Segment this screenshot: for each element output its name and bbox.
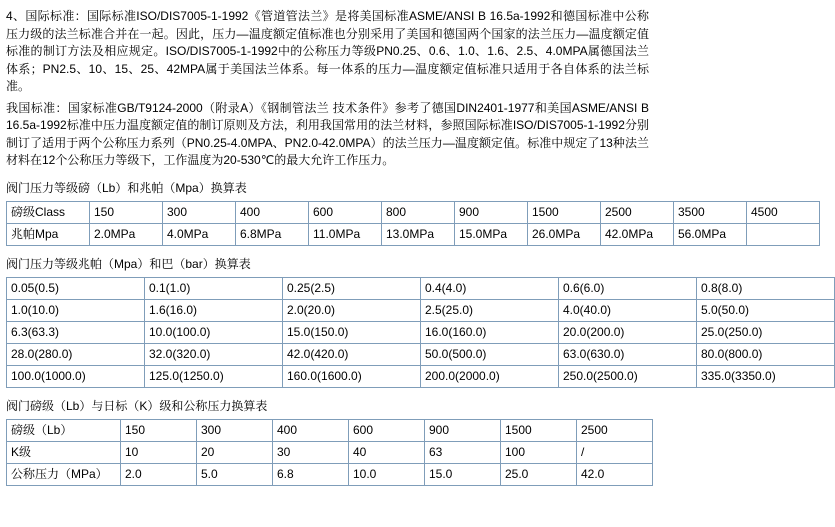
- table-cell: 150: [121, 419, 197, 441]
- table-cell: 0.4(4.0): [421, 277, 559, 299]
- table-cell: K级: [7, 441, 121, 463]
- table-cell: 25.0: [501, 463, 577, 485]
- table-cell: 0.1(1.0): [145, 277, 283, 299]
- table1-title: 阀门压力等级磅（Lb）和兆帕（Mpa）换算表: [6, 180, 247, 195]
- lb-k-nominal-pressure-table: [6, 419, 653, 486]
- table-row: [7, 441, 653, 463]
- table-cell: 50.0(500.0): [421, 343, 559, 365]
- table-cell: 900: [455, 201, 528, 223]
- table-cell: 26.0MPa: [528, 223, 601, 245]
- table-cell: 63.0(630.0): [559, 343, 697, 365]
- table-cell: 335.0(3350.0): [697, 365, 835, 387]
- table-cell: 4.0(40.0): [559, 299, 697, 321]
- table-cell: 磅级（Lb）: [7, 419, 121, 441]
- table-cell: 3500: [674, 201, 747, 223]
- table-row: [7, 463, 653, 485]
- table-cell: 2.5(25.0): [421, 299, 559, 321]
- table-cell: 800: [382, 201, 455, 223]
- table-cell: 900: [425, 419, 501, 441]
- table-cell: 56.0MPa: [674, 223, 747, 245]
- table-cell: 13.0MPa: [382, 223, 455, 245]
- table-cell: 20.0(200.0): [559, 321, 697, 343]
- table-cell: 6.8MPa: [236, 223, 309, 245]
- table-cell: 10: [121, 441, 197, 463]
- table-row: [7, 365, 835, 387]
- table-cell: 20: [197, 441, 273, 463]
- paragraph-china-standard: 我国标准：国家标准GB/T9124-2000（附录A）《钢制管法兰 技术条件》参考了德国DIN2401-1977和美国ASME/ANSI B 16.5a-1992标准中压力温度额定值的制订原则及方法，利用我国常用的法兰材料，参照国际标准ISO/DIS7005-1-1992分别制订了适用于两个公称压力系列（PN0.25-4.0MPA、PN2.0-42.0MPA）的法兰压力—温度额定值。标准中规定了13种法兰材料在12个公称压力等级下，工作温度为20-530℃的最大允许工作压力。: [6, 100, 649, 167]
- table-cell: 15.0(150.0): [283, 321, 421, 343]
- pressure-class-mpa-table: [6, 201, 820, 246]
- table-cell: 42.0(420.0): [283, 343, 421, 365]
- table-cell: 28.0(280.0): [7, 343, 145, 365]
- table-cell: 600: [349, 419, 425, 441]
- table-cell: 0.25(2.5): [283, 277, 421, 299]
- table-cell: 2500: [601, 201, 674, 223]
- table2-title: 阀门压力等级兆帕（Mpa）和巴（bar）换算表: [6, 256, 251, 271]
- table-cell: 32.0(320.0): [145, 343, 283, 365]
- table-cell: 磅级Class: [7, 201, 90, 223]
- mpa-bar-table: [6, 277, 835, 388]
- table-cell: 2.0: [121, 463, 197, 485]
- table-cell: 0.05(0.5): [7, 277, 145, 299]
- table-cell: 40: [349, 441, 425, 463]
- table-cell: 300: [197, 419, 273, 441]
- table-cell: 80.0(800.0): [697, 343, 835, 365]
- table-cell: 0.6(6.0): [559, 277, 697, 299]
- table-cell: 11.0MPa: [309, 223, 382, 245]
- table-cell: 6.8: [273, 463, 349, 485]
- table-cell: 公称压力（MPa）: [7, 463, 121, 485]
- table-cell: 42.0MPa: [601, 223, 674, 245]
- table-row: [7, 419, 653, 441]
- table-cell: 10.0(100.0): [145, 321, 283, 343]
- table-cell: 30: [273, 441, 349, 463]
- table-cell: 5.0(50.0): [697, 299, 835, 321]
- table-row: [7, 201, 820, 223]
- table-row: [7, 321, 835, 343]
- table-cell: 200.0(2000.0): [421, 365, 559, 387]
- table-cell: 16.0(160.0): [421, 321, 559, 343]
- table-cell: 15.0: [425, 463, 501, 485]
- table-cell: 10.0: [349, 463, 425, 485]
- paragraph-international-standard: 4、国际标准：国际标准ISO/DIS7005-1-1992《管道管法兰》是将美国标准ASME/ANSI B 16.5a-1992和德国标准中公称压力级的法兰标准合并在一起。因此，压力—温度额定值标准也分别采用了美国和德国两个国家的法兰压力—温度额定值标准的制订方法及相应规定。ISO/DIS7005-1-1992中的公称压力等级PN0.25、0.6、1.0、1.6、2.5、4.0MPA属德国法兰体系；PN2.5、10、15、25、42MPA属于美国法兰体系。每一体系的压力—温度额定值标准只适用于各自体系的法兰标准。: [6, 9, 649, 93]
- table-cell: 600: [309, 201, 382, 223]
- table-cell: 6.3(63.3): [7, 321, 145, 343]
- table-cell: 160.0(1600.0): [283, 365, 421, 387]
- table-cell: 4500: [747, 201, 820, 223]
- table-row: [7, 299, 835, 321]
- table-cell: 25.0(250.0): [697, 321, 835, 343]
- table-cell: 100: [501, 441, 577, 463]
- table-cell: 1500: [528, 201, 601, 223]
- table3-title: 阀门磅级（Lb）与日标（K）级和公称压力换算表: [6, 398, 268, 413]
- table-cell: 400: [236, 201, 309, 223]
- table-cell: 15.0MPa: [455, 223, 528, 245]
- table-cell: 1.6(16.0): [145, 299, 283, 321]
- table-cell: 150: [90, 201, 163, 223]
- table-cell: 2500: [577, 419, 653, 441]
- table-row: [7, 223, 820, 245]
- table-cell: 4.0MPa: [163, 223, 236, 245]
- table-cell: 250.0(2500.0): [559, 365, 697, 387]
- table-cell: [747, 223, 820, 245]
- table-cell: 300: [163, 201, 236, 223]
- table-cell: 2.0MPa: [90, 223, 163, 245]
- table-cell: 2.0(20.0): [283, 299, 421, 321]
- table-cell: 5.0: [197, 463, 273, 485]
- table-row: [7, 277, 835, 299]
- table-cell: 1500: [501, 419, 577, 441]
- table-cell: 42.0: [577, 463, 653, 485]
- table-cell: 100.0(1000.0): [7, 365, 145, 387]
- table-cell: 兆帕Mpa: [7, 223, 90, 245]
- table-cell: /: [577, 441, 653, 463]
- table-row: [7, 343, 835, 365]
- table-cell: 1.0(10.0): [7, 299, 145, 321]
- table-cell: 0.8(8.0): [697, 277, 835, 299]
- table-cell: 63: [425, 441, 501, 463]
- table-cell: 125.0(1250.0): [145, 365, 283, 387]
- table-cell: 400: [273, 419, 349, 441]
